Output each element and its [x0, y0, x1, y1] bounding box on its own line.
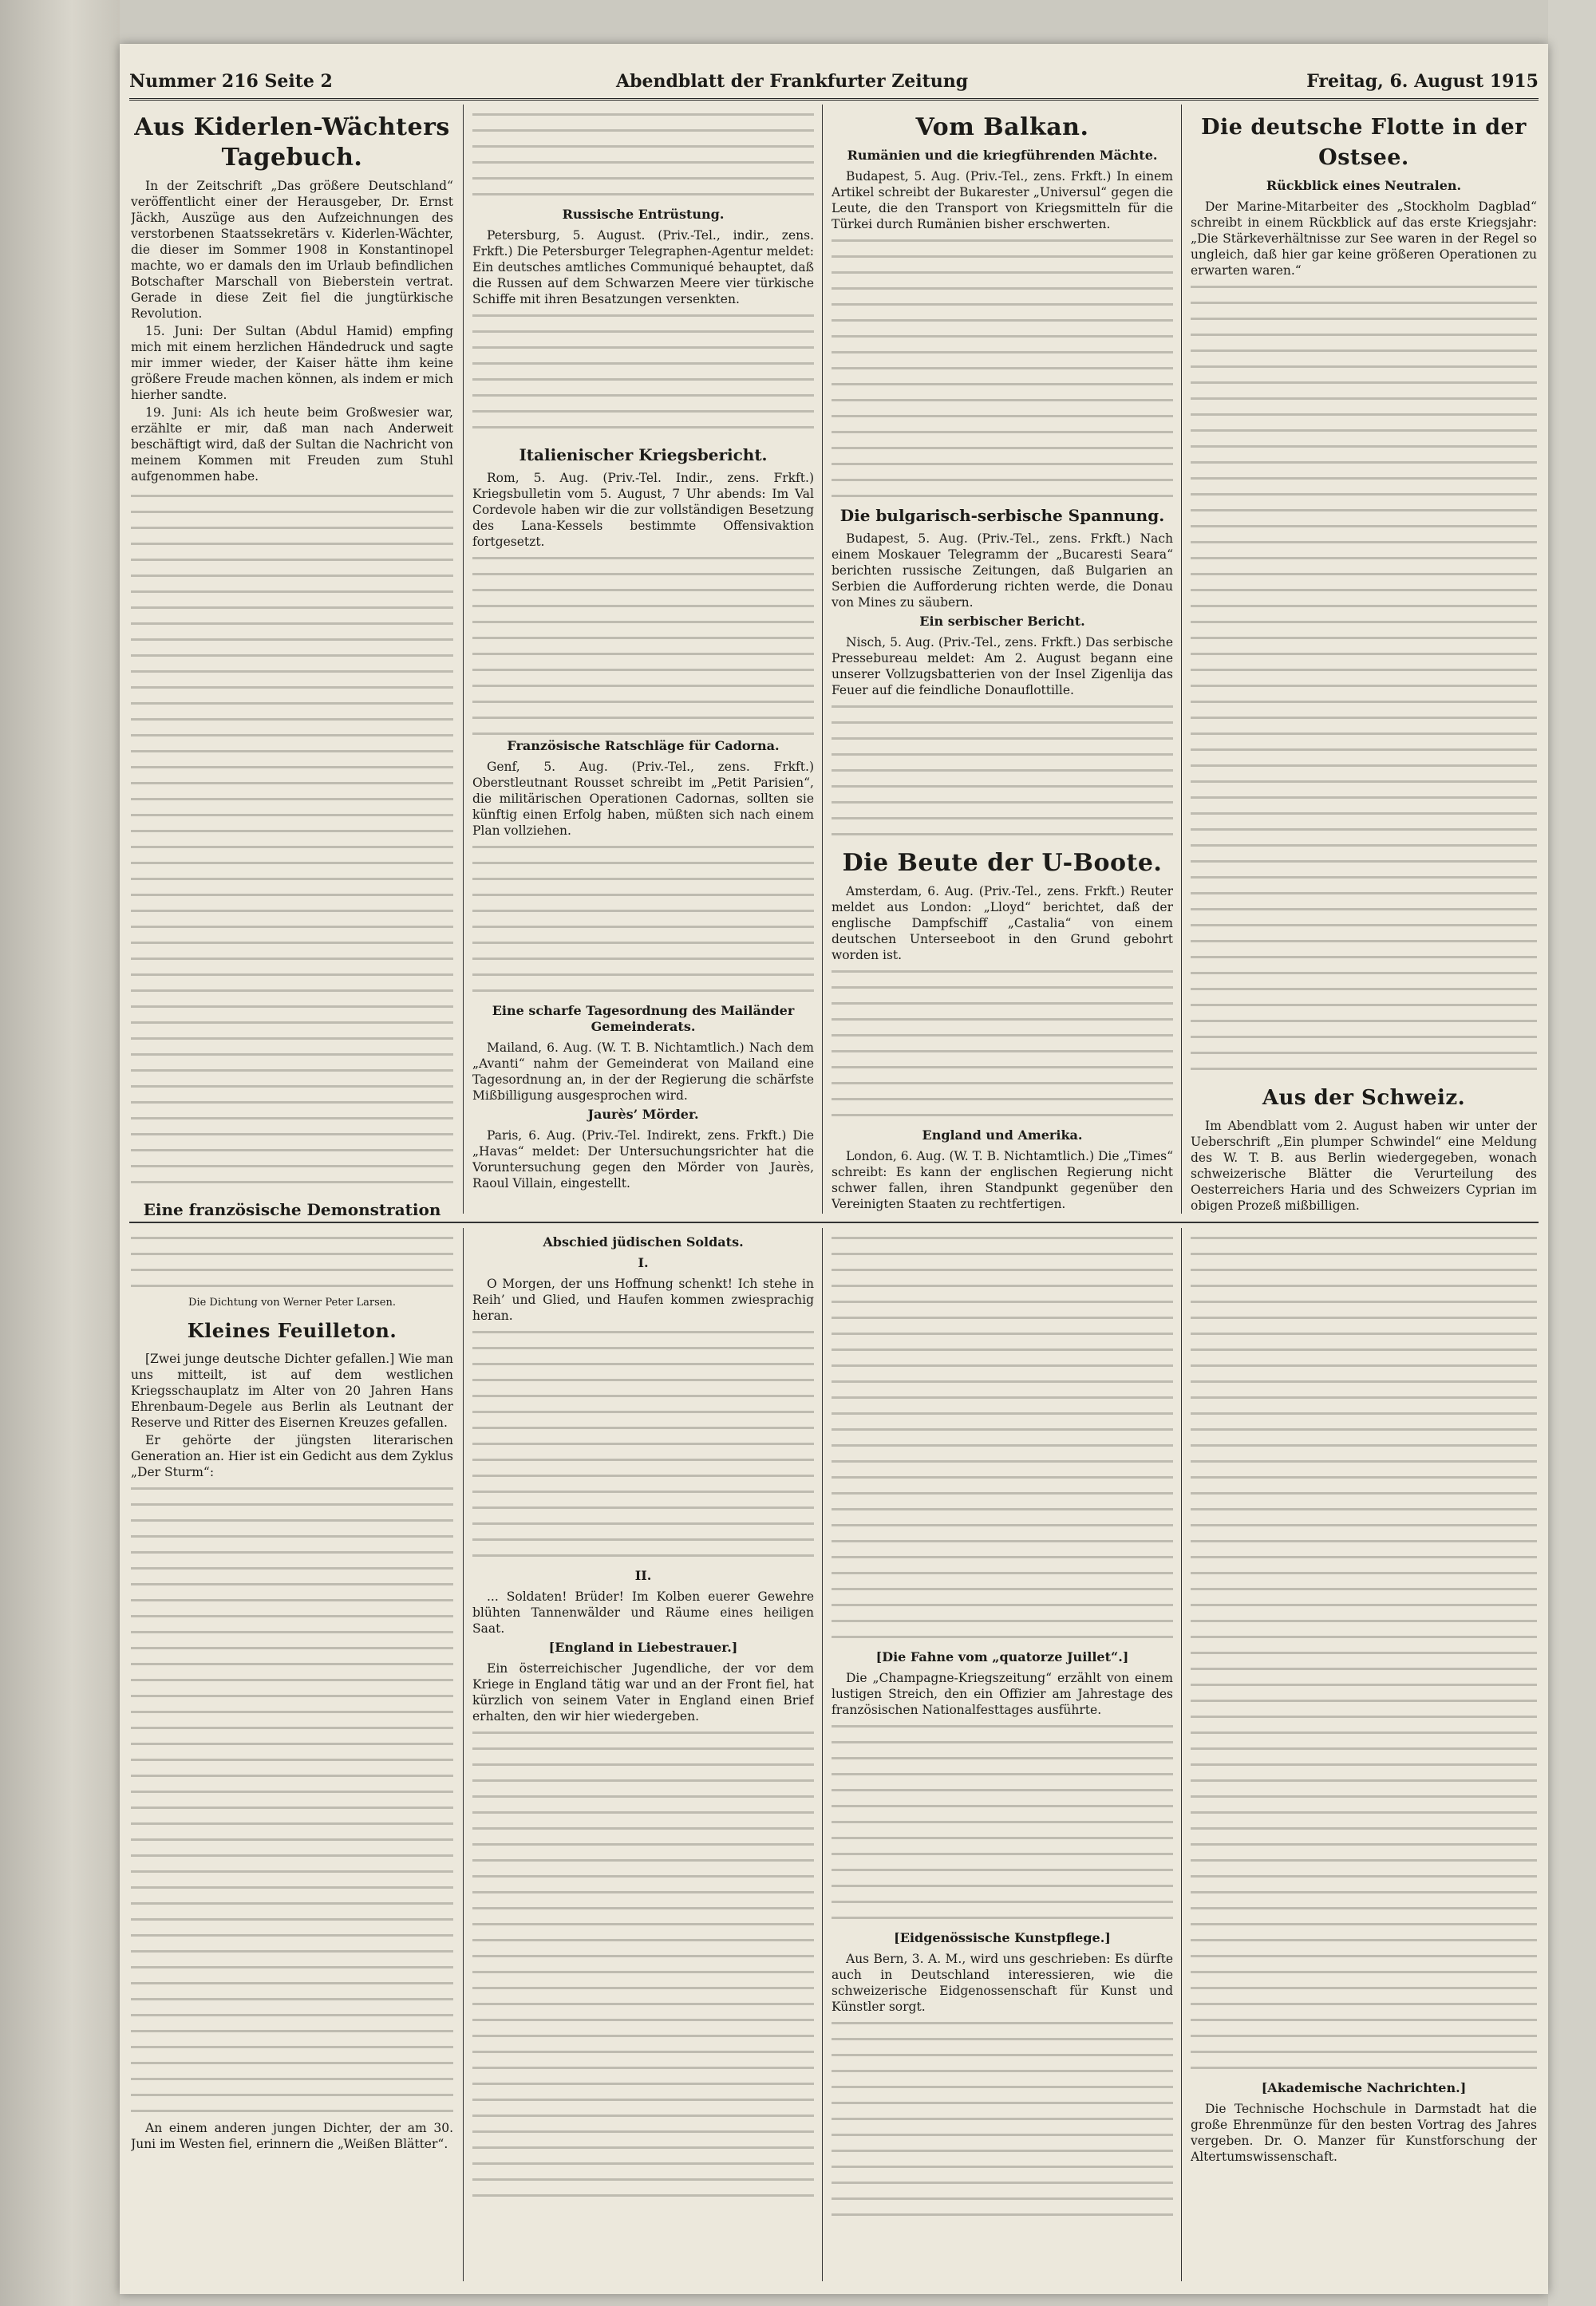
article-paragraph: Budapest, 5. Aug. (Priv.-Tel., zens. Frkft.) In einem Artikel schreibt der Bukarester „Universul“ gegen die Leute, die den Transport von Kriegsmitteln für die Türkei durch Rumänien bisher erschwerten.: [832, 169, 1173, 231]
text-filler: [131, 1482, 453, 2120]
feuilleton-column-3: [832, 1231, 1173, 2284]
article-title: Die Beute der U-Boote.: [842, 849, 1163, 877]
article-paragraph: [Zwei junge deutsche Dichter gefallen.] Wie man uns mitteilt, ist auf dem westlichen Kriegsschauplatz im Alter von 20 Jahren Hans Ehrenbaum-Degele aus Berlin als Leutnant der Reserve und Ritter des Eisernen Kreuzes gefallen.: [131, 1352, 453, 1430]
text-filler: [832, 700, 1173, 843]
text-filler: [832, 1720, 1173, 1927]
article-subtitle: Die bulgarisch-serbische Spannung.: [839, 506, 1165, 525]
article-credit: Die Dichtung von Werner Peter Larsen.: [188, 1297, 396, 1309]
page-background-right: [1548, 0, 1596, 2306]
article-paragraph: Der Marine-Mitarbeiter des „Stockholm Dagblad“ schreibt in einem Rückblick auf das erste Kriegsjahr: „Die Stärkeverhältnisse zur See waren in der Regel so ungleich, daß hier gar keine größeren Operationen zu erwarten waren.“: [1191, 199, 1537, 278]
poem-title: Abschied jüdischen Soldats.: [543, 1234, 744, 1250]
article-paragraph: Mailand, 6. Aug. (W. T. B. Nichtamtlich.) Nach dem „Avanti“ nahm der Gemeinderat von Mailand eine Tagesordnung an, in der der Regierung die schärfste Mißbilligung ausgesprochen wird.: [472, 1040, 814, 1103]
article-paragraph: Er gehörte der jüngsten literarischen Generation an. Hier ist ein Gedicht aus dem Zyklus „Der Sturm“:: [131, 1433, 453, 1479]
column-rule: [1181, 105, 1182, 1214]
issue-number: Nummer 216 Seite 2: [129, 71, 333, 92]
text-filler: [472, 108, 814, 203]
column-rule: [463, 1228, 464, 2281]
article-title: Aus der Schweiz.: [1262, 1086, 1466, 1110]
article-paragraph: Paris, 6. Aug. (Priv.-Tel. Indirekt, zens. Frkft.) Die „Havas“ meldet: Der Untersuchungsrichter hat die Voruntersuchung gegen den Mörder von Jaurès, Raoul Villain, eingestellt.: [472, 1128, 814, 1191]
text-filler: [832, 1231, 1173, 1646]
text-filler: [472, 840, 814, 1000]
column-rule: [463, 105, 464, 1214]
article-paragraph: Die „Champagne-Kriegszeitung“ erzählt von einem lustigen Streich, den ein Offizier am Jahrestage des französischen Nationalfesttages ausführte.: [832, 1671, 1173, 1717]
article-paragraph: Die Technische Hochschule in Darmstadt hat die große Ehrenmünze für den besten Vortrag des Jahres vergeben. Dr. O. Manzer für Kunstforschung der Altertumswissenschaft.: [1191, 2102, 1537, 2164]
article-paragraph: Amsterdam, 6. Aug. (Priv.-Tel., zens. Frkft.) Reuter meldet aus London: „Lloyd“ berichtet, daß der englische Dampfschiff „Castalia“ von einem deutschen Unterseeboot in den Grund gebohrt worden ist.: [832, 884, 1173, 962]
column-2: [472, 108, 814, 1217]
article-title: [Die Fahne vom „quatorze Juillet“.]: [875, 1649, 1129, 1664]
column-rule: [822, 1228, 823, 2281]
newspaper-page: [120, 44, 1548, 2294]
article-title: Italienischer Kriegsbericht.: [519, 445, 768, 464]
text-filler: [1191, 1231, 1537, 2077]
feuilleton-column-2: [472, 1231, 814, 2284]
poem-text: O Morgen, der uns Hoffnung schenkt! Ich stehe in Reih’ und Glied, und Haufen kommen zwiesprachig heran.: [472, 1277, 814, 1323]
article-title: Die deutsche Flotte in der Ostsee.: [1201, 115, 1527, 170]
article-paragraph: Petersburg, 5. August. (Priv.-Tel., indir., zens. Frkft.) Die Petersburger Telegraphen-Agentur meldet: Ein deutsches amtliches Communiqué behauptet, daß die Russen auf dem Schwarzen Meere vier türkische Schiffe mit ihren Besatzungen versenkten.: [472, 228, 814, 306]
text-filler: [472, 1726, 814, 2205]
article-title: Französische Ratschläge für Cadorna.: [507, 738, 780, 753]
article-title: [England in Liebestrauer.]: [548, 1640, 738, 1655]
book-gutter: [0, 0, 120, 2306]
article-title: Jaurès’ Mörder.: [587, 1107, 699, 1122]
article-title: [Akademische Nachrichten.]: [1261, 2080, 1467, 2095]
article-paragraph: 19. Juni: Als ich heute beim Großwesier war, erzählte er mir, daß man nach Anderweit beschäftigt wird, daß der Sultan die Nachricht von meinem Kommen mit Freuden zum Stuhl aufgenommen habe.: [131, 405, 453, 484]
article-paragraph: 15. Juni: Der Sultan (Abdul Hamid) empfing mich mit einem herzlichen Händedruck und sagte mir immer wieder, der Kaiser hätte ihm keine größere Freude machen können, als indem er mich hierher sandte.: [131, 324, 453, 402]
text-filler: [472, 1325, 814, 1565]
feuilleton-column-4: [1191, 1231, 1537, 2284]
text-filler: [832, 2016, 1173, 2224]
article-paragraph: Aus Bern, 3. A. M., wird uns geschrieben: Es dürfte auch in Deutschland interessieren, wie die schweizerische Eidgenossenschaft für Kunst und Künstler sorgt.: [832, 1952, 1173, 2014]
article-subtitle: Ein serbischer Bericht.: [919, 614, 1085, 629]
text-filler: [1191, 280, 1537, 1078]
article-title: Aus Kiderlen-Wächters Tagebuch.: [134, 113, 450, 172]
issue-date: Freitag, 6. August 1915: [1306, 71, 1539, 92]
poem-part: II.: [634, 1568, 652, 1583]
poem-part: I.: [638, 1255, 649, 1270]
article-title: Russische Entrüstung.: [562, 207, 725, 222]
column-1: [131, 108, 453, 1217]
article-paragraph: Im Abendblatt vom 2. August haben wir unter der Ueberschrift „Ein plumper Schwindel“ eine Meldung des W. T. B. aus Berlin wiedergegeben, wonach schweizerische Blätter die Verurteilung des Oesterreichers Haria und des Schweizers Cyprian im obigen Prozeß mißbilligen.: [1191, 1119, 1537, 1213]
text-filler: [832, 965, 1173, 1124]
article-subtitle: Rückblick eines Neutralen.: [1266, 178, 1462, 193]
feuilleton-column-1: [131, 1231, 453, 2284]
article-paragraph: London, 6. Aug. (W. T. B. Nichtamtlich.) Die „Times“ schreibt: Es kann der englischen Regierung nicht schwer fallen, ihren Standpunkt gegenüber den Vereinigten Staaten zu rechtfertigen.: [832, 1149, 1173, 1211]
article-paragraph: Genf, 5. Aug. (Priv.-Tel., zens. Frkft.) Oberstleutnant Rousset schreibt im „Petit Parisien“, die militärischen Operationen Cadornas, sollten sie künftig einen Erfolg haben, müßten sich nach einem Plan vollziehen.: [472, 760, 814, 838]
paper-title: Abendblatt der Frankfurter Zeitung: [616, 71, 969, 92]
article-paragraph: Rom, 5. Aug. (Priv.-Tel. Indir., zens. Frkft.) Kriegsbulletin vom 5. August, 7 Uhr abends: Im Val Cordevole haben wir die zur vollständigen Besetzung des Lana-Kessels bestimmte Offensivaktion fortgesetzt.: [472, 471, 814, 549]
article-title: Vom Balkan.: [915, 113, 1089, 141]
article-subtitle: Rumänien und die kriegführenden Mächte.: [847, 148, 1158, 163]
text-filler: [832, 234, 1173, 497]
column-rule: [1181, 1228, 1182, 2281]
text-filler: [131, 1231, 453, 1295]
masthead: [129, 66, 1539, 101]
text-filler: [131, 489, 453, 1191]
article-title: [Eidgenössische Kunstpflege.]: [894, 1930, 1111, 1945]
article-title: Eine französische Demonstration: [143, 1200, 441, 1217]
column-4: [1191, 108, 1537, 1217]
article-subtitle: England und Amerika.: [922, 1127, 1083, 1143]
article-paragraph: An einem anderen jungen Dichter, der am 30. Juni im Westen fiel, erinnern die „Weißen Blätter“.: [131, 2121, 453, 2151]
text-filler: [472, 551, 814, 735]
article-paragraph: Nisch, 5. Aug. (Priv.-Tel., zens. Frkft.) Das serbische Pressebureau meldet: Am 2. August begann eine unserer Vollzugsbatterien von der Insel Zigenlija das Feuer auf die feindliche Donauflottille.: [832, 635, 1173, 697]
article-title: Eine scharfe Tagesordnung des Mailänder Gemeinderats.: [492, 1003, 795, 1034]
feuilleton-divider: [129, 1222, 1539, 1223]
column-rule: [822, 105, 823, 1214]
article-paragraph: In der Zeitschrift „Das größere Deutschland“ veröffentlicht einer der Herausgeber, Dr. Ernst Jäckh, Auszüge aus den Aufzeichnungen des verstorbenen Staatssekretärs v. Kiderlen-Wächter, die dieser im Sommer 1908 in Konstantinopel machte, wo er damals den im Urlaub befindlichen Botschafter Marschall von Bieberstein vertrat. Gerade in diese Zeit fiel die jungtürkische Revolution.: [131, 179, 453, 321]
section-title: Kleines Feuilleton.: [187, 1319, 397, 1342]
article-paragraph: Budapest, 5. Aug. (Priv.-Tel., zens. Frkft.) Nach einem Moskauer Telegramm der „Bucaresti Seara“ berichten russische Zeitungen, daß Bulgarien an Serbien die Aufforderung richten werde, die Donau von Mines zu säubern.: [832, 531, 1173, 610]
text-filler: [472, 309, 814, 436]
article-paragraph: Ein österreichischer Jugendliche, der vor dem Kriege in England tätig war und an der Front fiel, hat kürzlich von seinem Vater in England einen Brief erhalten, den wir hier wiedergeben.: [472, 1661, 814, 1724]
column-3: [832, 108, 1173, 1217]
poem-text: ... Soldaten! Brüder! Im Kolben euerer Gewehre blühten Tannenwälder und Räume eines heiligen Saat.: [472, 1589, 814, 1636]
